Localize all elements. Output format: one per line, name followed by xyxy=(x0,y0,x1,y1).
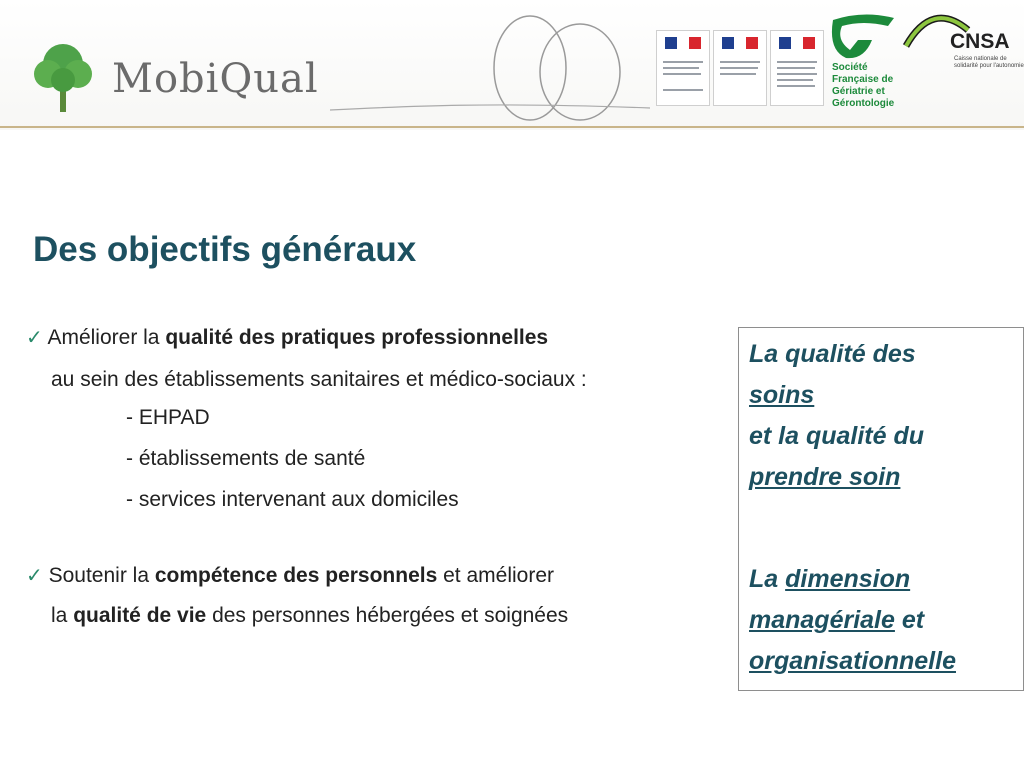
ministere-travail-logo xyxy=(656,30,710,106)
cnsa-name: CNSA xyxy=(950,30,1010,53)
header-divider xyxy=(0,126,1024,128)
bullet-1-line-2: au sein des établissements sanitaires et médico-sociaux : xyxy=(51,368,587,391)
summary-box xyxy=(738,327,1024,691)
bullet-2-line-1: ✓ Soutenir la compétence des personnels et améliorer xyxy=(26,564,554,587)
ministere-solidarites-logo xyxy=(713,30,767,106)
sfgg-name: Société Française de Gériatrie et Gérontologie xyxy=(832,62,895,109)
checkmark-icon: ✓ xyxy=(26,327,43,349)
swirl-decoration xyxy=(330,10,650,125)
bullet-1-line-1: ✓ Améliorer la qualité des pratiques professionnelles xyxy=(26,326,549,349)
mobiqual-tree-icon xyxy=(28,40,98,112)
page-title: Des objectifs généraux xyxy=(33,230,417,269)
list-item: - EHPAD xyxy=(126,406,210,429)
brand-name: MobiQual xyxy=(112,56,319,102)
summary-quality: La qualité des soins et la qualité du prendre soin xyxy=(749,340,925,491)
summary-management: La dimension managériale et organisationnelle xyxy=(749,565,956,675)
sfgg-logo-icon xyxy=(828,10,898,64)
ministere-agriculture-logo xyxy=(770,30,824,106)
list-item: - établissements de santé xyxy=(126,447,366,470)
bullet-2-line-2: la qualité de vie des personnes hébergées et soignées xyxy=(51,604,569,627)
checkmark-icon: ✓ xyxy=(26,565,43,587)
cnsa-subtitle: Caisse nationale de solidarité pour l'autonomie xyxy=(954,56,1024,69)
list-item: - services intervenant aux domiciles xyxy=(126,488,459,511)
